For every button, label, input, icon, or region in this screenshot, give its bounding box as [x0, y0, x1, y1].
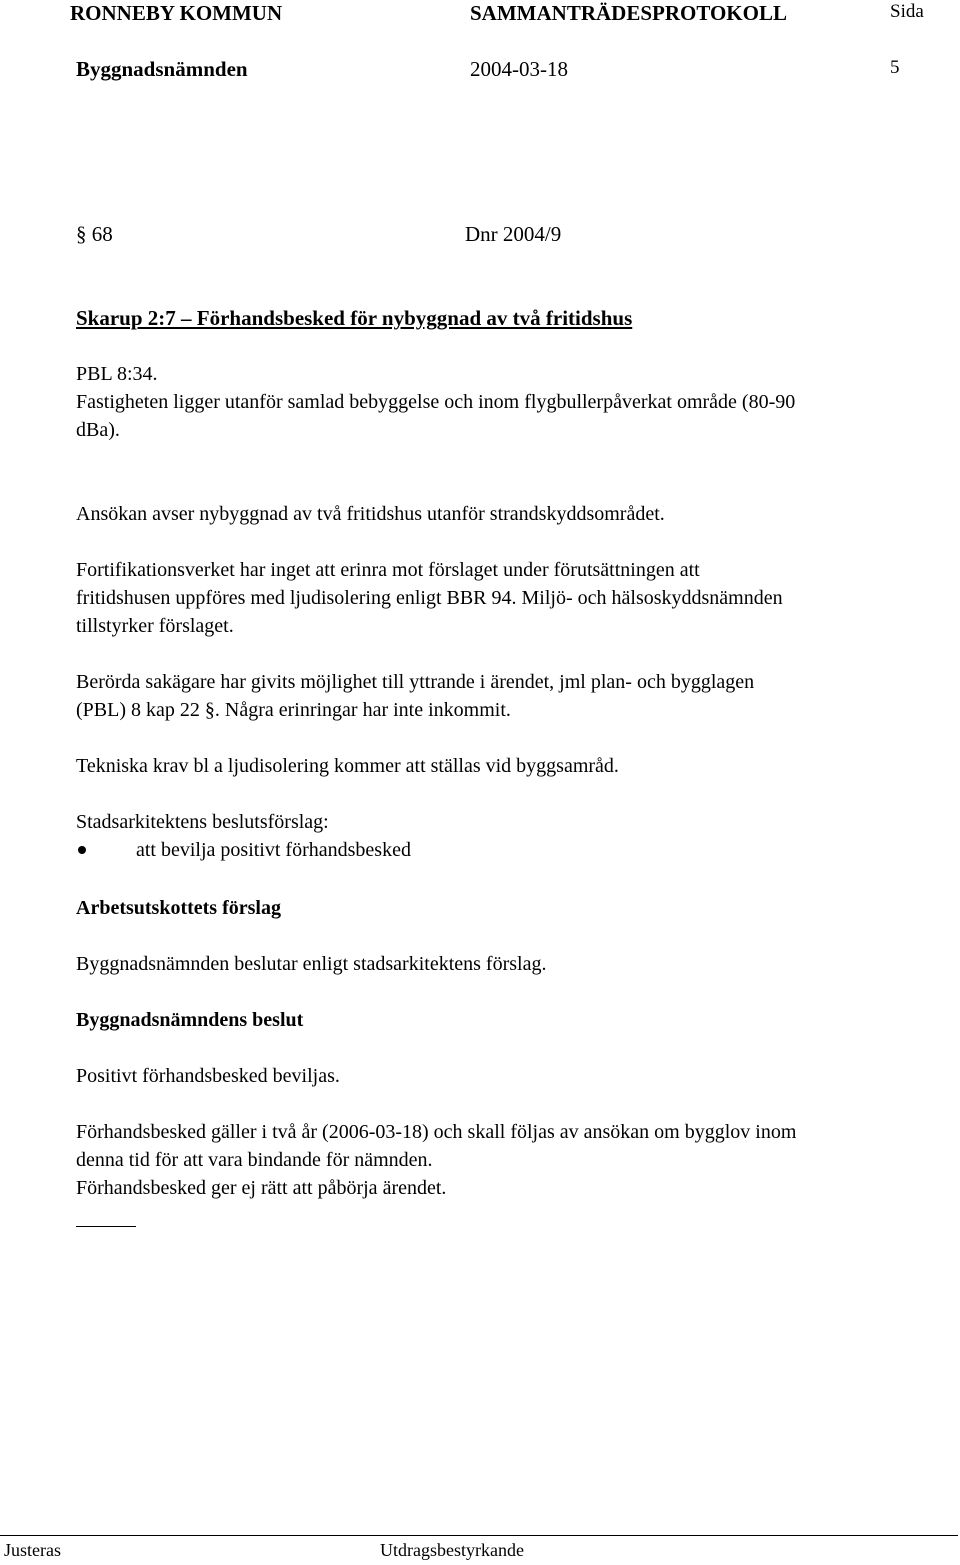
page-number: 5 — [890, 57, 900, 78]
committee-proposal-text: Byggnadsnämnden beslutar enligt stadsarkitektens förslag. — [76, 953, 547, 975]
bullet-icon — [78, 846, 86, 854]
case-dnr: Dnr 2004/9 — [465, 222, 562, 246]
meeting-date: 2004-03-18 — [470, 57, 568, 81]
paragraph-giltighet-2: denna tid för att vara bindande för nämnden. — [76, 1149, 433, 1171]
paragraph-sakagare-1: Berörda sakägare har givits möjlighet till yttrande i ärendet, jml plan- och bygglagen — [76, 671, 755, 693]
footer-utdragsbestyrkande: Utdragsbestyrkande — [380, 1540, 524, 1560]
committee-proposal-heading: Arbetsutskottets förslag — [76, 897, 281, 919]
decision-heading: Byggnadsnämndens beslut — [76, 1009, 304, 1031]
paragraph-giltighet-1: Förhandsbesked gäller i två år (2006-03-18) och skall följas av ansökan om bygglov inom — [76, 1121, 797, 1143]
paragraph-ansokan: Ansökan avser nybyggnad av två fritidshus utanför strandskyddsområdet. — [76, 503, 665, 525]
proposal-bullet-text: att bevilja positivt förhandsbesked — [136, 839, 411, 861]
committee-name: Byggnadsnämnden — [76, 57, 248, 81]
footer-divider — [0, 1535, 958, 1536]
paragraph-giltighet-3: Förhandsbesked ger ej rätt att påbörja ärendet. — [76, 1177, 447, 1199]
case-title: Skarup 2:7 – Förhandsbesked för nybyggnad av två fritidshus — [76, 306, 633, 330]
paragraph-tekniska-krav: Tekniska krav bl a ljudisolering kommer att ställas vid byggsamråd. — [76, 755, 619, 777]
footer-justeras: Justeras — [4, 1540, 61, 1560]
paragraph-fortifikation-3: tillstyrker förslaget. — [76, 615, 234, 637]
section-number: § 68 — [76, 222, 113, 246]
decision-text: Positivt förhandsbesked beviljas. — [76, 1065, 340, 1087]
paragraph-sakagare-2: (PBL) 8 kap 22 §. Några erinringar har inte inkommit. — [76, 699, 511, 721]
municipality-name: RONNEBY KOMMUN — [70, 1, 283, 25]
end-rule — [76, 1226, 136, 1227]
paragraph-fortifikation-1: Fortifikationsverket har inget att erinra mot förslaget under förutsättningen att — [76, 559, 700, 581]
paragraph-pbl: PBL 8:34. — [76, 363, 158, 385]
page-label: Sida — [890, 1, 924, 22]
paragraph-fastigheten: Fastigheten ligger utanför samlad bebyggelse och inom flygbullerpåverkat område (80-90 — [76, 391, 796, 413]
paragraph-fastigheten-cont: dBa). — [76, 419, 120, 441]
proposal-label: Stadsarkitektens beslutsförslag: — [76, 811, 329, 833]
paragraph-fortifikation-2: fritidshusen uppföres med ljudisolering enligt BBR 94. Miljö- och hälsoskyddsnämnden — [76, 587, 783, 609]
document-type: SAMMANTRÄDESPROTOKOLL — [470, 1, 787, 25]
